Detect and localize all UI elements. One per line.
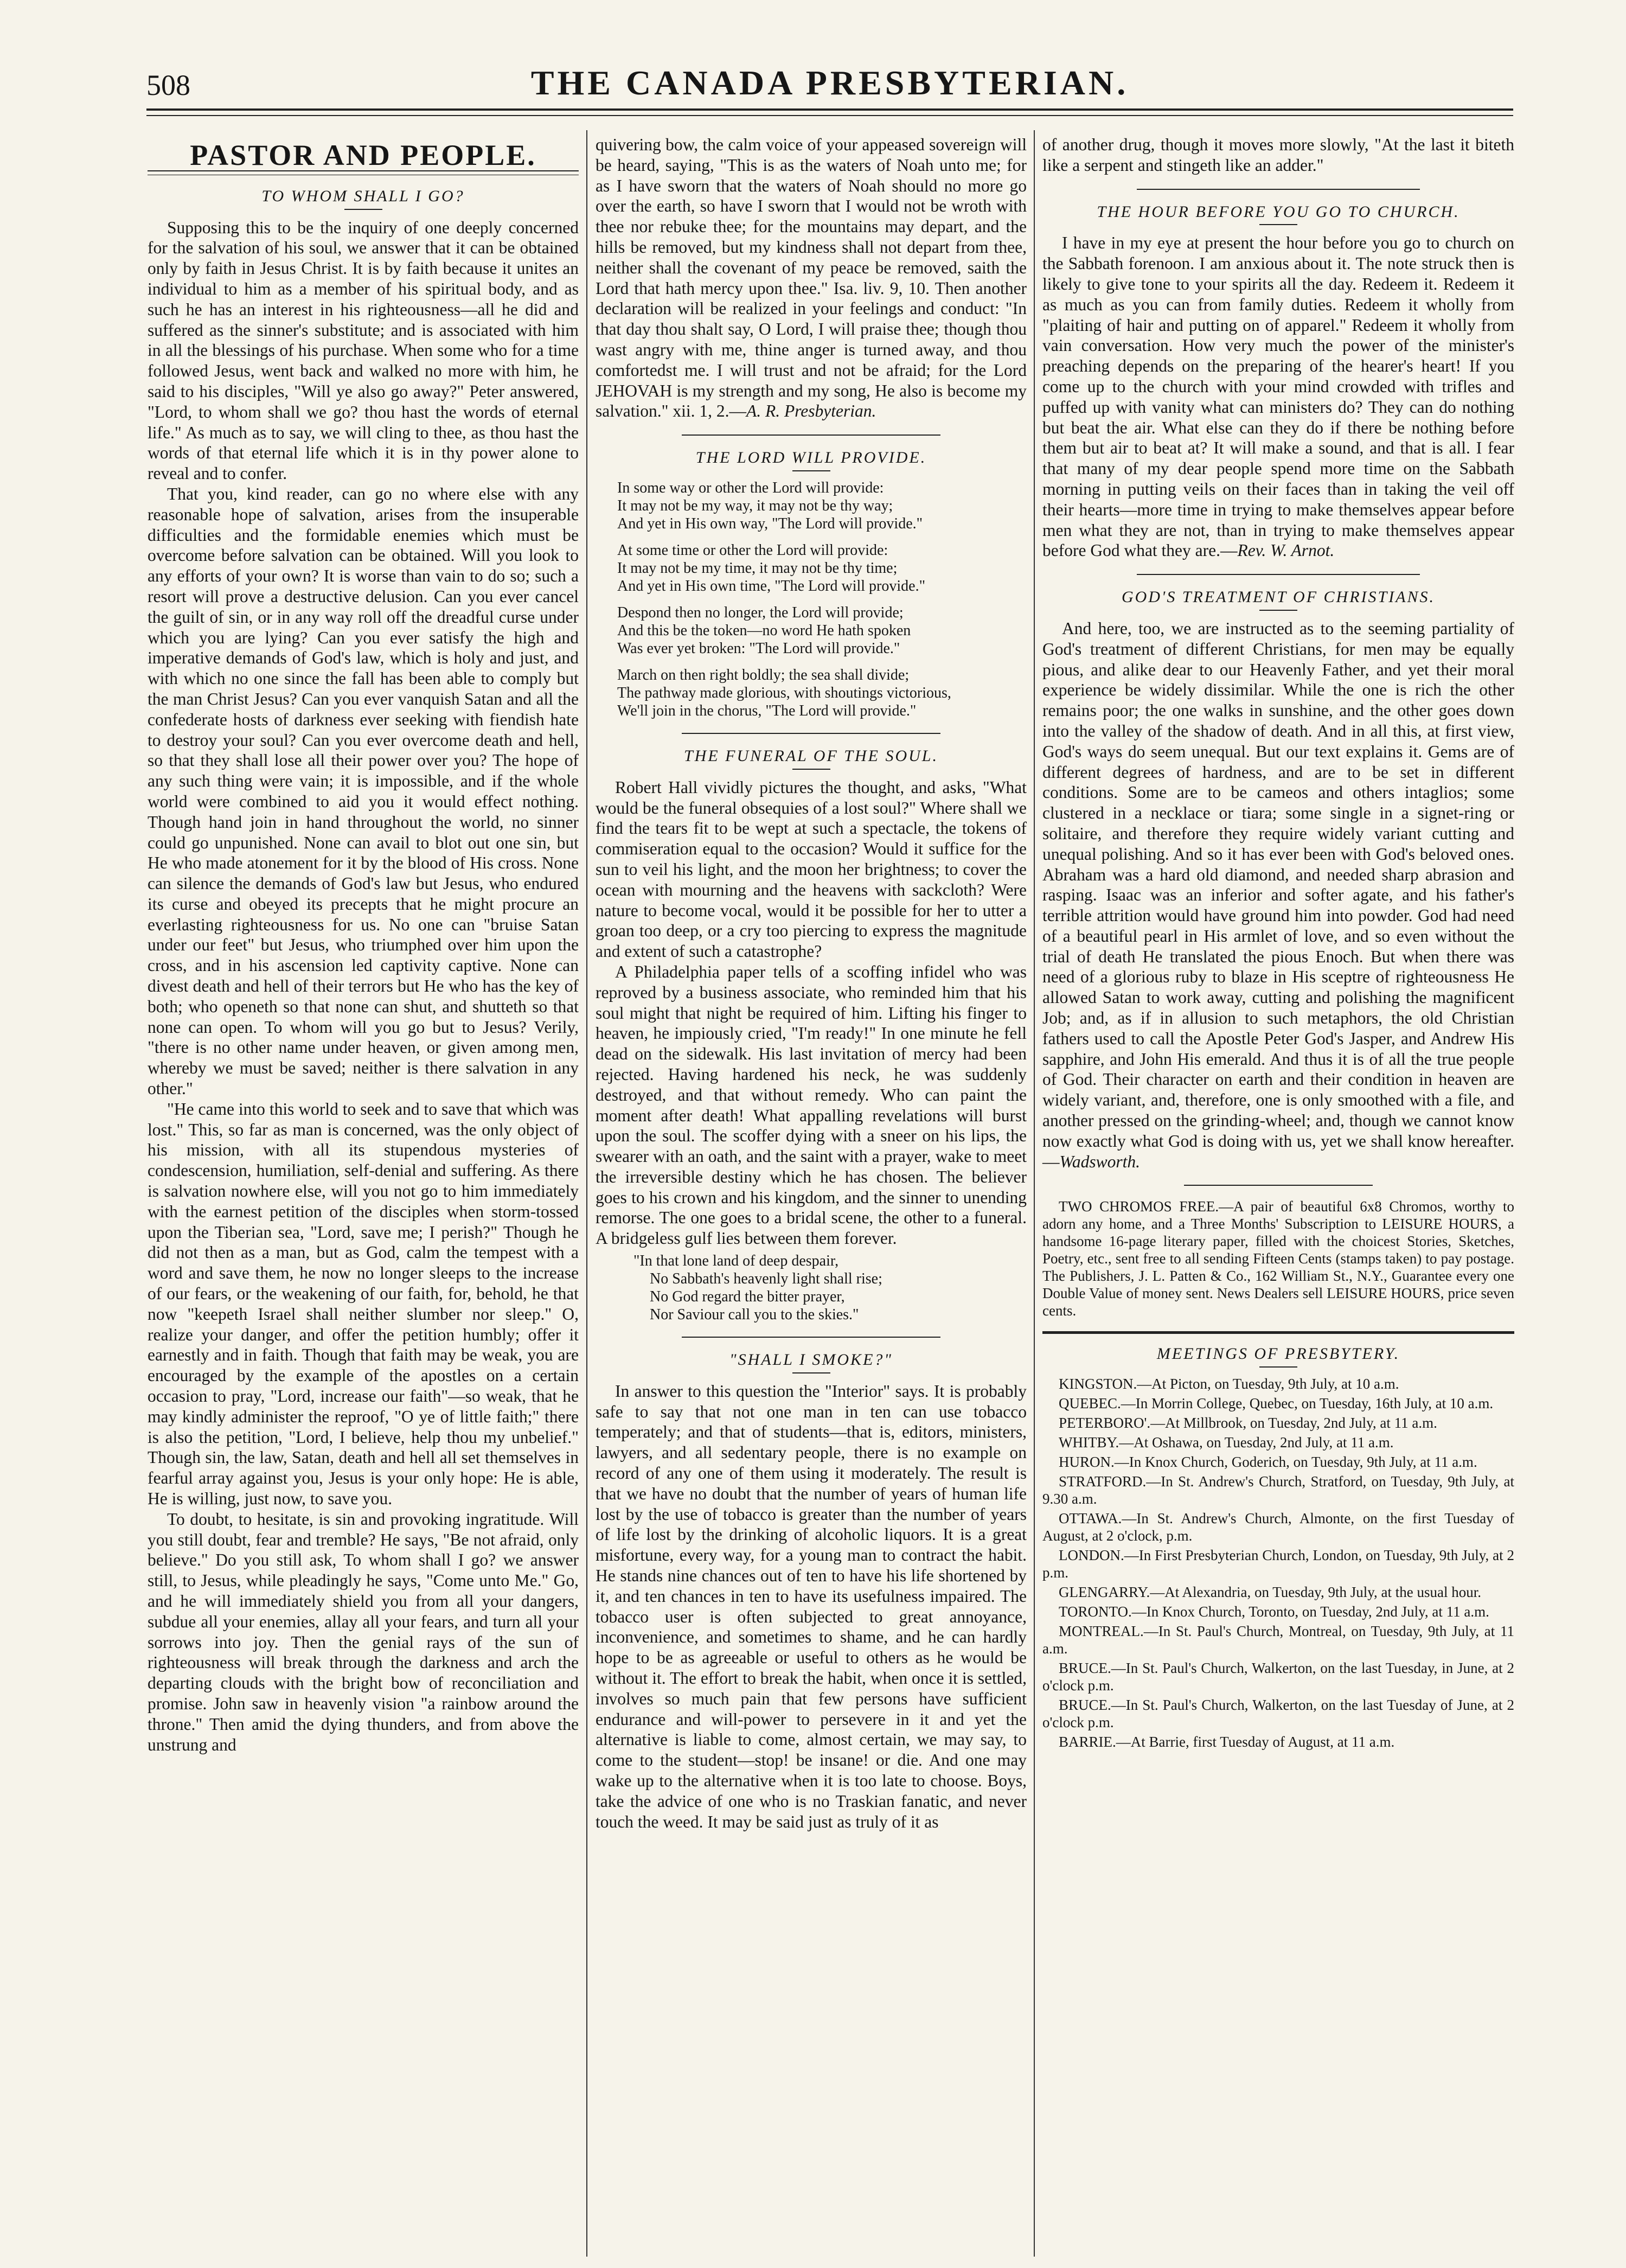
meeting-item: MONTREAL.—In St. Paul's Church, Montreal, on Tuesday, 9th July, at 11 a.m.: [1042, 1623, 1514, 1657]
column-divider: [1034, 130, 1035, 2257]
verse-line: "In that lone land of deep despair,: [633, 1253, 839, 1270]
meetings-title: MEETINGS OF PRESBYTERY.: [1156, 1345, 1400, 1363]
article-separator: [1184, 1185, 1373, 1186]
verse-line: Nor Saviour call you to the skies.": [650, 1306, 859, 1324]
article-title: "SHALL I SMOKE?": [729, 1351, 893, 1369]
meeting-item: OTTAWA.—In St. Andrew's Church, Almonte, on the first Tuesday of August, at 2 o'clock, p.m.: [1042, 1510, 1514, 1544]
article-paragraph: "He came into this world to seek and to save that which was lost." This, so far as man is concerned, was the only object of his mission, with all its stupendous mysteries of condescension, humiliation, self-denial and suffering. As there is salvation nowhere else, will you not go to him immediately with the earnest petition of the disciples when storm-tossed upon the Tiberian sea, "Lord, save me; I perish?" Though he did not then as a man, but as God, calm the tempest with a word and save them, he now no longer sleeps to the increase of our fears, or the weakening of our faith, for, behold, he that now "keepeth Israel shall neither slumber nor sleep." O, realize your danger, and offer the petition humbly; offer it earnestly and in faith. Though that faith may be weak, you are encouraged by the example of the apostles on a certain occasion to pray, "Lord, increase our faith"—so weak, that he may kindly administer the reproof, "O ye of little faith;" there is also the petition, "Lord, I believe, help thou my unbelief." Though sin, the law, Satan, death and hell all set themselves in fearful array against you, Jesus is your only hope: He is able, He is willing, just now, to save you.: [148, 1099, 579, 1508]
article-paragraph: of another drug, though it moves more slowly, "At the last it biteth like a serpent and stingeth like an adder.": [1042, 135, 1514, 175]
meeting-item: HURON.—In Knox Church, Goderich, on Tuesday, 9th July, at 11 a.m.: [1059, 1454, 1477, 1471]
meeting-item: PETERBORO'.—At Millbrook, on Tuesday, 2nd July, at 11 a.m.: [1059, 1415, 1437, 1432]
title-rule: [792, 769, 830, 770]
title-rule: [1259, 224, 1297, 225]
title-rule: [1259, 1366, 1297, 1368]
article-separator: [1137, 189, 1420, 190]
meeting-item: LONDON.—In First Presbyterian Church, London, on Tuesday, 9th July, at 2 p.m.: [1042, 1547, 1514, 1581]
column-divider: [586, 130, 587, 2257]
title-rule: [792, 1372, 830, 1373]
meeting-item: QUEBEC.—In Morrin College, Quebec, on Tuesday, 16th July, at 10 a.m.: [1059, 1395, 1494, 1412]
poem-line: And yet in His own time, "The Lord will provide.": [617, 577, 925, 595]
title-rule: [344, 209, 382, 210]
meeting-item: KINGSTON.—At Picton, on Tuesday, 9th July, at 10 a.m.: [1059, 1376, 1399, 1392]
article-paragraph: Supposing this to be the inquiry of one deeply concerned for the salvation of his soul, we answer that it can be obtained only by faith in Jesus Christ. It is by faith because it unites an individual to him as a member of his spiritual body, and as such he has an interest in his righteousness—all he did and suffered as the sinner's substitute; and is associated with him in all the blessings of his purchase. When some who for a time followed Jesus, went back and walked no more with him, he said to his disciples, "Will ye also go away?" Peter answered, "Lord, to whom shall we go? thou hast the words of eternal life." As much as to say, we will cling to thee, as thou hast the words of that eternal life which it is in thy power alone to reveal and to confer.: [148, 218, 579, 483]
verse-line: No Sabbath's heavenly light shall rise;: [650, 1270, 882, 1288]
poem-stanza: [617, 541, 1027, 595]
meeting-item: WHITBY.—At Oshawa, on Tuesday, 2nd July, at 11 a.m.: [1059, 1434, 1394, 1451]
meeting-item: STRATFORD.—In St. Andrew's Church, Stratford, on Tuesday, 9th July, at 9.30 a.m.: [1042, 1473, 1514, 1507]
article-title: THE HOUR BEFORE YOU GO TO CHURCH.: [1097, 202, 1460, 221]
paragraph-text: quivering bow, the calm voice of your appeased sovereign will be heard, saying, "This is as the waters of Noah unto me; for as I have sworn that the waters of Noah should no more go over the earth, so have I sworn that I would not be wroth with thee nor rebuke thee; for the mountains may depart, and the hills be removed, but my kindness shall not depart from thee, neither shall the covenant of my peace be removed, saith the Lord that hath mercy upon thee." Isa. liv. 9, 10. Then another declaration will be realized in your feelings and conduct: "In that day thou shalt say, O Lord, I will praise thee; though thou wast angry with me, thine anger is turned away, and thou comfortedst me. I will trust and not be afraid; for the Lord JEHOVAH is my strength and my song, He also is become my salvation." xii. 1, 2.—: [596, 135, 1027, 421]
article-title: TO WHOM SHALL I GO?: [261, 187, 465, 205]
article-signature: Wadsworth.: [1059, 1152, 1141, 1171]
department-title: PASTOR AND PEOPLE.: [190, 139, 536, 171]
article-paragraph: A Philadelphia paper tells of a scoffing infidel who was reproved by a business associate, who reminded him that his soul might that night be required of him. Lifting his finger to heaven, he impiously cried, "I'm ready!" In one minute he fell dead on the sidewalk. His last invitation of mercy had been rejected. Having hardened his neck, he was suddenly destroyed, and that without remedy. Who can paint the moment after death! What appalling revelations will burst upon the soul. The scoffer dying with a sneer on his lips, the swearer with an oath, and the saint with a prayer, wake to meet the irreversible destiny which he has chosen. The believer goes to his crown and his kingdom, and the sinner to unending remorse. The one goes to a bridal scene, the other to a funeral. A bridgeless gulf lies between them forever.: [596, 962, 1027, 1248]
header-rule-thin: [146, 115, 1513, 116]
meetings-list: [1042, 1375, 1514, 1750]
poem-line: It may not be my way, it may not be thy way;: [617, 497, 893, 514]
page-number: 508: [146, 69, 190, 101]
verse: [633, 1252, 1027, 1324]
header-rule: [146, 108, 1513, 111]
masthead-title: THE CANADA PRESBYTERIAN.: [530, 63, 1129, 102]
poem-line: And this be the token—no word He hath spoken: [617, 622, 911, 639]
page-header: [146, 59, 1513, 102]
column-3: [1042, 135, 1514, 2250]
poem-line: In some way or other the Lord will provide:: [617, 479, 884, 496]
poem-stanza: [617, 604, 1027, 657]
meeting-item: BARRIE.—At Barrie, first Tuesday of August, at 11 a.m.: [1059, 1734, 1395, 1750]
article-title: GOD'S TREATMENT OF CHRISTIANS.: [1121, 588, 1436, 606]
article-title: THE FUNERAL OF THE SOUL.: [684, 746, 938, 765]
article-paragraph: [1042, 618, 1514, 1172]
section-rule: [1042, 1331, 1514, 1334]
title-rule: [792, 470, 830, 471]
meeting-item: GLENGARRY.—At Alexandria, on Tuesday, 9th July, at the usual hour.: [1059, 1584, 1481, 1601]
column-1: [148, 135, 579, 2250]
poem-line: March on then right boldly; the sea shall divide;: [617, 666, 910, 683]
article-paragraph: [596, 135, 1027, 421]
poem: [617, 479, 1027, 720]
article-paragraph: [1042, 233, 1514, 561]
meeting-item: BRUCE.—In St. Paul's Church, Walkerton, on the last Tuesday, in June, at 2 o'clock p.m.: [1042, 1660, 1514, 1694]
verse-line: No God regard the bitter prayer,: [650, 1288, 845, 1306]
meeting-item: BRUCE.—In St. Paul's Church, Walkerton, on the last Tuesday of June, at 2 o'clock p.m.: [1042, 1697, 1514, 1731]
article-signature: Rev. W. Arnot.: [1237, 541, 1335, 560]
advertisement: TWO CHROMOS FREE.—A pair of beautiful 6x8 Chromos, worthy to adorn any home, and a Three Months' Subscription to LEISURE HOURS, a handsome 16-page literary paper, filled with the choicest Stories, Sketches, Poetry, etc., sent free to all sending Fifteen Cents (stamps taken) to pay postage. The Publishers, J. L. Patten & Co., 162 William St., N.Y., Guarantee every one Double Value of money sent. News Dealers sell LEISURE HOURS, price seven cents.: [1042, 1198, 1514, 1319]
poem-line: Despond then no longer, the Lord will provide;: [617, 604, 904, 621]
poem-line: The pathway made glorious, with shoutings victorious,: [617, 684, 951, 701]
poem-line: We'll join in the chorus, "The Lord will provide.": [617, 702, 917, 719]
article-signature: A. R. Presbyterian.: [746, 401, 876, 421]
article-title: THE LORD WILL PROVIDE.: [695, 449, 927, 467]
article-paragraph: To doubt, to hesitate, is sin and provoking ingratitude. Will you still doubt, fear and tremble? He says, "Be not afraid, only believe." Do you still ask, To whom shall I go? we answer still, to Jesus, while pleadingly he says, "Come unto Me." Go, and he will immediately shield you from all your dangers, subdue all your enemies, allay all your fears, and turn all your sorrows into joy. Then the genial rays of the sun of righteousness will break through the darkness and arch the departing clouds with the bright bow of reconciliation and promise. John saw in heavenly vision "a rainbow around the throne." Then amid the dying thunders, and from above the unstrung and: [148, 1509, 579, 1754]
poem-line: And yet in His own way, "The Lord will provide.": [617, 515, 923, 532]
article-paragraph: In answer to this question the "Interior" says. It is probably safe to say that not one man in ten can use tobacco temperately; and that of students—that is, editors, ministers, lawyers, and all sedentary people, there is no example on record of any one of them using it moderately. The result is that we have no doubt that the number of years of human life lost by the use of tobacco is greater than the number of years of life lost by the drinking of alcoholic liquors. It is a great misfortune, every way, for a young man to contract the habit. He stands nine chances out of ten to have his life shortened by it, and ten chances in ten to have its usefulness impaired. The tobacco user is often subjected to great annoyance, inconvenience, and sometimes to shame, and he can hardly hope to be as agreeable or useful to others as he would be without it. The effort to break the habit, when once it is settled, involves so much pain that few persons have sufficient endurance and will-power to persevere in it and yet the alternative is liable to come, almost certain, we may say, to come to the student—stop! be insane! or die. And one may wake up to the alternative when it is too late to choose. Boys, take the advice of one who is no Traskian fanatic, and never touch the weed. It may be said just as truly of it as: [596, 1381, 1027, 1831]
article-separator: [1137, 574, 1420, 575]
meeting-item: TORONTO.—In Knox Church, Toronto, on Tuesday, 2nd July, at 11 a.m.: [1059, 1603, 1489, 1620]
article-paragraph: Robert Hall vividly pictures the thought, and asks, "What would be the funeral obsequies of a lost soul?" Where shall we find the tears fit to be wept at such a spectacle, the tokens of commiseration equal to the occasion? Would it suffice for the sun to veil his light, and the moon her brightness; to cover the ocean with mourning and the heavens with sackcloth? Were nature to become vocal, would it be possible for her to utter a groan too deep, or a cry too piercing to express the magnitude and extent of such a catastrophe?: [596, 777, 1027, 961]
poem-line: At some time or other the Lord will provide:: [617, 541, 888, 559]
paragraph-text: I have in my eye at present the hour before you go to church on the Sabbath forenoon. I am anxious about it. The note struck then is likely to give tone to your spirits all the day. Redeem it. Redeem it as much as you can from family duties. Redeem it wholly from "plaiting of hair and putting on of apparel." Redeem it wholly from vain conversation. How very much the power of the minister's preaching depends on the preparing of the hearer's heart! If you come up to the church with your mind crowded with trifles and puffed up with vanity what can ministers do? They can do nothing but beat the air. What else can they do if there be nothing before them but air to beat at? It will make a sound, and that is all. I fear that many of my dear people spend more time on the Sabbath morning in putting veils on their faces than in taking the veil off their hearts—more time in trying to make themselves appear before men what they are not, than in trying to make themselves appear before God what they are.—: [1042, 233, 1514, 560]
paragraph-text: And here, too, we are instructed as to the seeming partiality of God's treatment of different Christians, for men may be equally pious, and alike dear to our Heavenly Father, and yet their moral experience be widely dissimilar. While the one is rich the other remains poor; the one walks in sunshine, and the other goes down into the valley of the shadow of death. And in all this, at first view, God's ways do seem unequal. But our text explains it. Gems are of different degrees of hardness, and are to be set in different conditions. Some are to be cameos and others intaglios; some clustered in a necklace or tiara; some single in a signet-ring or solitaire, and therefore they require widely variant cutting and unequal polishing. And so it has ever been with God's beloved ones. Abraham was a hard old diamond, and needed sharp abrasion and rasping. Isaac was an inferior and softer agate, and his father's terrible attrition would have ground him into powder. God had need of a beautiful pearl in His armlet of love, and so even without the trial of death He translated the pious Enoch. But when there was need of a glorious ruby to blaze in His sceptre of righteousness He allowed Satan to work away, cutting and polishing the magnificent Job; and, as if in allusion to such metaphors, the old Christian fathers used to call the Apostle Peter God's Jasper, and Andrew His sapphire, and John His emerald. And thus it is of all the true people of God. Their character on earth and their condition in heaven are widely variant, and, therefore, one is only smoothed with a file, and another pressed on the grinding-wheel; and, though we cannot know now exactly what God is doing with us, yet we shall know hereafter.—: [1042, 618, 1514, 1171]
poem-stanza: [617, 479, 1027, 533]
title-rule: [1259, 610, 1297, 611]
article-separator: [682, 435, 940, 436]
article-separator: [682, 733, 940, 734]
column-2: [596, 135, 1027, 2250]
article-separator: [682, 1337, 940, 1338]
poem-line: Was ever yet broken: "The Lord will provide.": [617, 640, 900, 657]
article-paragraph: That you, kind reader, can go no where else with any reasonable hope of salvation, arises from the insuperable difficulties and the formidable enemies which must be overcome before salvation can be obtained. Will you look to any efforts of your own? It is worse than vain to do so; such a resort will prove a destructive delusion. Can you ever cancel the guilt of sin, or in any way roll off the dreadful curse under which you are lying? Can you ever satisfy the high and imperative demands of God's law, which is holy and just, and with which no one since the fall has been able to comply but the man Christ Jesus? Can you ever vanquish Satan and all the confederate hosts of darkness ever seeking with fiendish hate to destroy your soul? Can you ever overcome death and hell, so that they shall lose all their power over you? The hope of any such thing were vain; it is impossible, and if the whole world were combined to aid you it would effect nothing. Though hand join in hand throughout the world, no sinner could go unpunished. None can avail to blot out one sin, but He who made atonement for it by the blood of His cross. None can silence the demands of God's law but Jesus, who endured its curse and obeyed its precepts that he might procure an everlasting righteousness for us. No one can "bruise Satan under our feet" but Jesus, who triumphed over him upon the cross, and in his ascension led captivity captive. None can divest death and hell of their terrors but He who has the key of both; who openeth so that none can shut, and shutteth so that none can open. To whom will you go but to Jesus? Verily, "there is no other name under heaven, or given among men, whereby we must be saved; neither is there salvation in any other.": [148, 484, 579, 1098]
poem-line: It may not be my time, it may not be thy time;: [617, 559, 898, 577]
poem-stanza: [617, 666, 1027, 720]
